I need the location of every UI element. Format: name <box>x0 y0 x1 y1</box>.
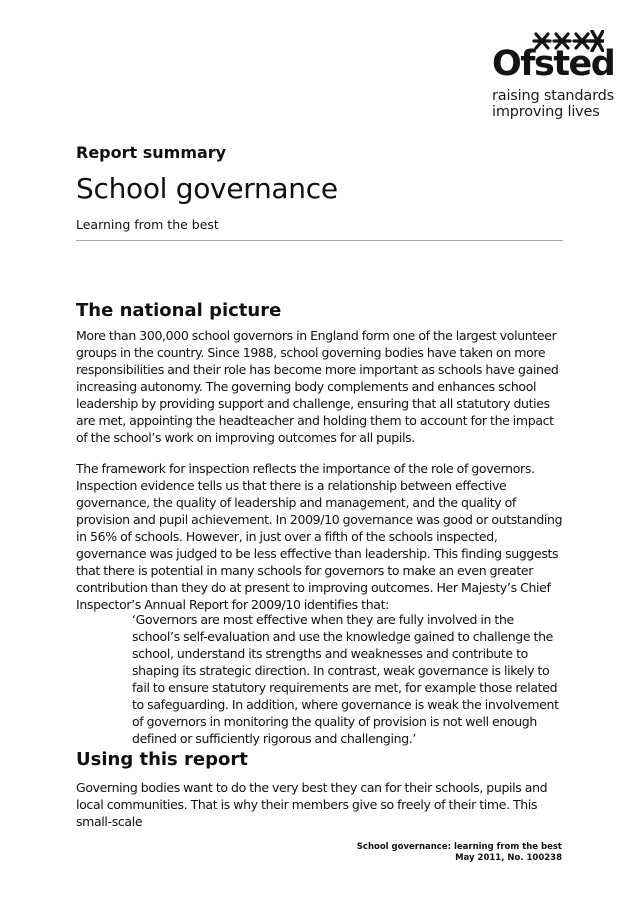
title-divider <box>76 240 563 241</box>
page-subtitle: Learning from the best <box>76 217 219 232</box>
page-footer <box>357 842 562 864</box>
paragraph-national-picture-2: The framework for inspection reflects the importance of the role of governors. Inspection evidence tells us that there is a relationship between effective governance, the quality of leadership and management, and the quality of provision and pupil achievement. In 2009/10 governance was good or outstanding in 56% of schools. However, in just over a fifth of the schools inspected, governance was judged to be less effective than leadership. This finding suggests that there is potential in many schools for governors to make an even greater contribution than they do at present to improving outcomes. Her Majesty’s Chief Inspector’s Annual Report for 2009/10 identifies that: <box>76 461 563 612</box>
paragraph-national-picture-1: More than 300,000 school governors in England form one of the largest volunteer groups in the country. Since 1988, school governing bodies have taken on more responsibilities and their role has become more important as schools have gained increasing autonomy. The governing body complements and enhances school leadership by providing support and challenge, ensuring that all statutory duties are met, appointing the headteacher and holding them to account for the impact of the school’s work on improving outcomes for all pupils. <box>76 328 559 445</box>
report-type-label: Report summary <box>76 143 227 162</box>
chief-inspector-quote: ‘Governors are most effective when they are fully involved in the school’s self-evaluation and use the knowledge gained to challenge the school, understand its strengths and weaknesses and contribute to shaping its strategic direction. In contrast, weak governance is likely to fail to ensure statutory requirements are met, for example those related to safeguarding. In addition, where governance is weak the involvement of governors in monitoring the quality of provision is not well enough defined or sufficiently rigorous and challenging.’ <box>132 612 559 746</box>
section-heading-using-report: Using this report <box>76 749 248 770</box>
footer-line-reference: May 2011, No. 100238 <box>455 853 562 863</box>
footer-line-title: School governance: learning from the best <box>356 842 562 852</box>
page-title: School governance <box>76 172 338 205</box>
paragraph-using-report-1: Governing bodies want to do the very best they can for their schools, pupils and local communities. That is why their members give so freely of their time. This small-scale <box>76 780 548 829</box>
logo-tagline-line1: raising standards <box>492 88 614 104</box>
logo-tagline-line2: improving lives <box>492 104 600 120</box>
logo-wordmark: Ofsted <box>492 44 615 84</box>
section-heading-national-picture: The national picture <box>76 300 282 321</box>
